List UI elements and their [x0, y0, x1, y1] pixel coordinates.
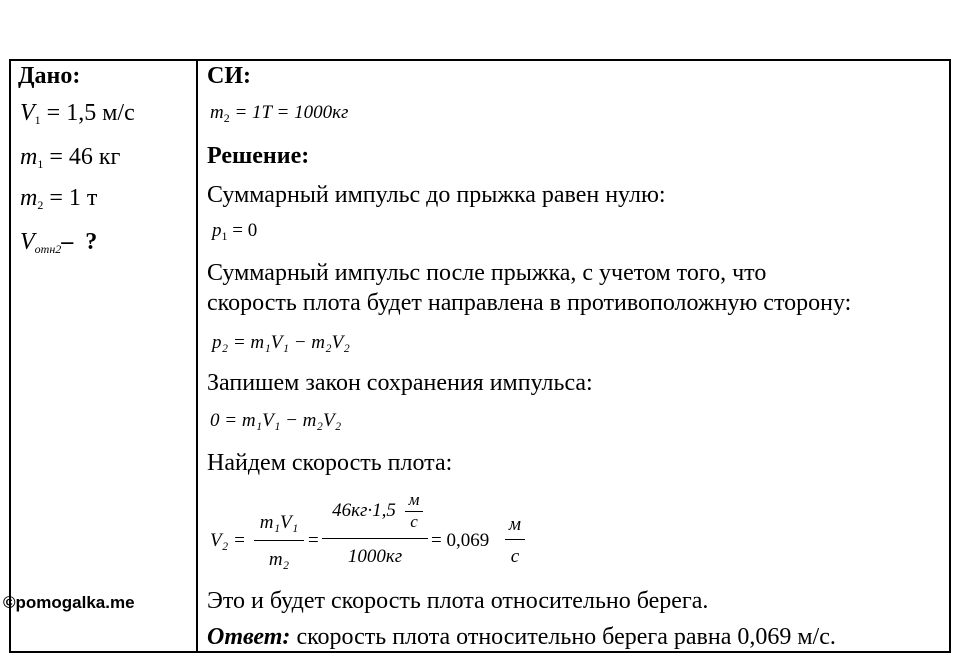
eq4-frac1-den: m₂ — [268, 549, 290, 570]
solution-line3: скорость плота будет направлена в противоположную сторону: — [207, 290, 852, 316]
answer-line — [207, 623, 836, 651]
eq4-frac2-den: 1000кг — [347, 546, 403, 567]
eq4-equals: = — [308, 530, 319, 551]
eq4-result: = 0,069 — [431, 530, 490, 551]
solution-line6: Это и будет скорость плота относительно берега. — [207, 588, 709, 614]
solution-line5: Найдем скорость плота: — [207, 450, 453, 476]
given-header: Дано: — [18, 63, 81, 89]
eq4-frac2-num: 46кг·1,5 — [332, 500, 396, 521]
eq4-unit-den: с — [410, 512, 418, 531]
eq4-res-unit-bar — [505, 539, 525, 540]
answer-text: скорость плота относительно берега равна 0,069 м/с. — [296, 624, 836, 650]
equation-2: p₂ = m₁V₁ − m₂V₂ — [212, 332, 350, 353]
solution-line1: Суммарный импульс до прыжка равен нулю: — [207, 182, 666, 208]
given-find: $V_{отн2}-$ ? — [20, 229, 98, 256]
eq4-frac1-num: m₁V₁ — [259, 512, 299, 533]
equation-1: $p_1 = 0$ — [212, 220, 258, 243]
table-frame — [9, 59, 951, 653]
watermark: ©pomogalka.me — [3, 593, 135, 612]
eq4-res-unit-den: с — [510, 546, 520, 567]
answer-label: Ответ: — [207, 624, 291, 650]
eq4-unit-num: м — [408, 490, 420, 509]
eq4-frac1-bar — [254, 540, 304, 541]
solution-line2: Суммарный импульс после прыжка, с учетом того, что — [207, 260, 767, 286]
eq4-lhs: V₂ = — [210, 530, 246, 551]
given-m1: $m_1 = 46$ кг — [20, 144, 121, 171]
eq4-res-unit-num: м — [508, 514, 522, 535]
si-header: СИ: — [207, 63, 251, 89]
si-formula: $m_2 = 1T = 1000кг$ — [210, 102, 349, 125]
equation-3: 0 = m₁V₁ − m₂V₂ — [210, 410, 342, 431]
solution-line4: Запишем закон сохранения импульса: — [207, 370, 593, 396]
eq4-frac2-bar — [322, 538, 428, 539]
given-m2: $m_2 = 1$ т — [20, 185, 98, 212]
given-v1: $V_1 = 1,5$ м/с — [20, 100, 135, 127]
solution-header: Решение: — [207, 143, 310, 169]
column-divider — [196, 59, 198, 653]
